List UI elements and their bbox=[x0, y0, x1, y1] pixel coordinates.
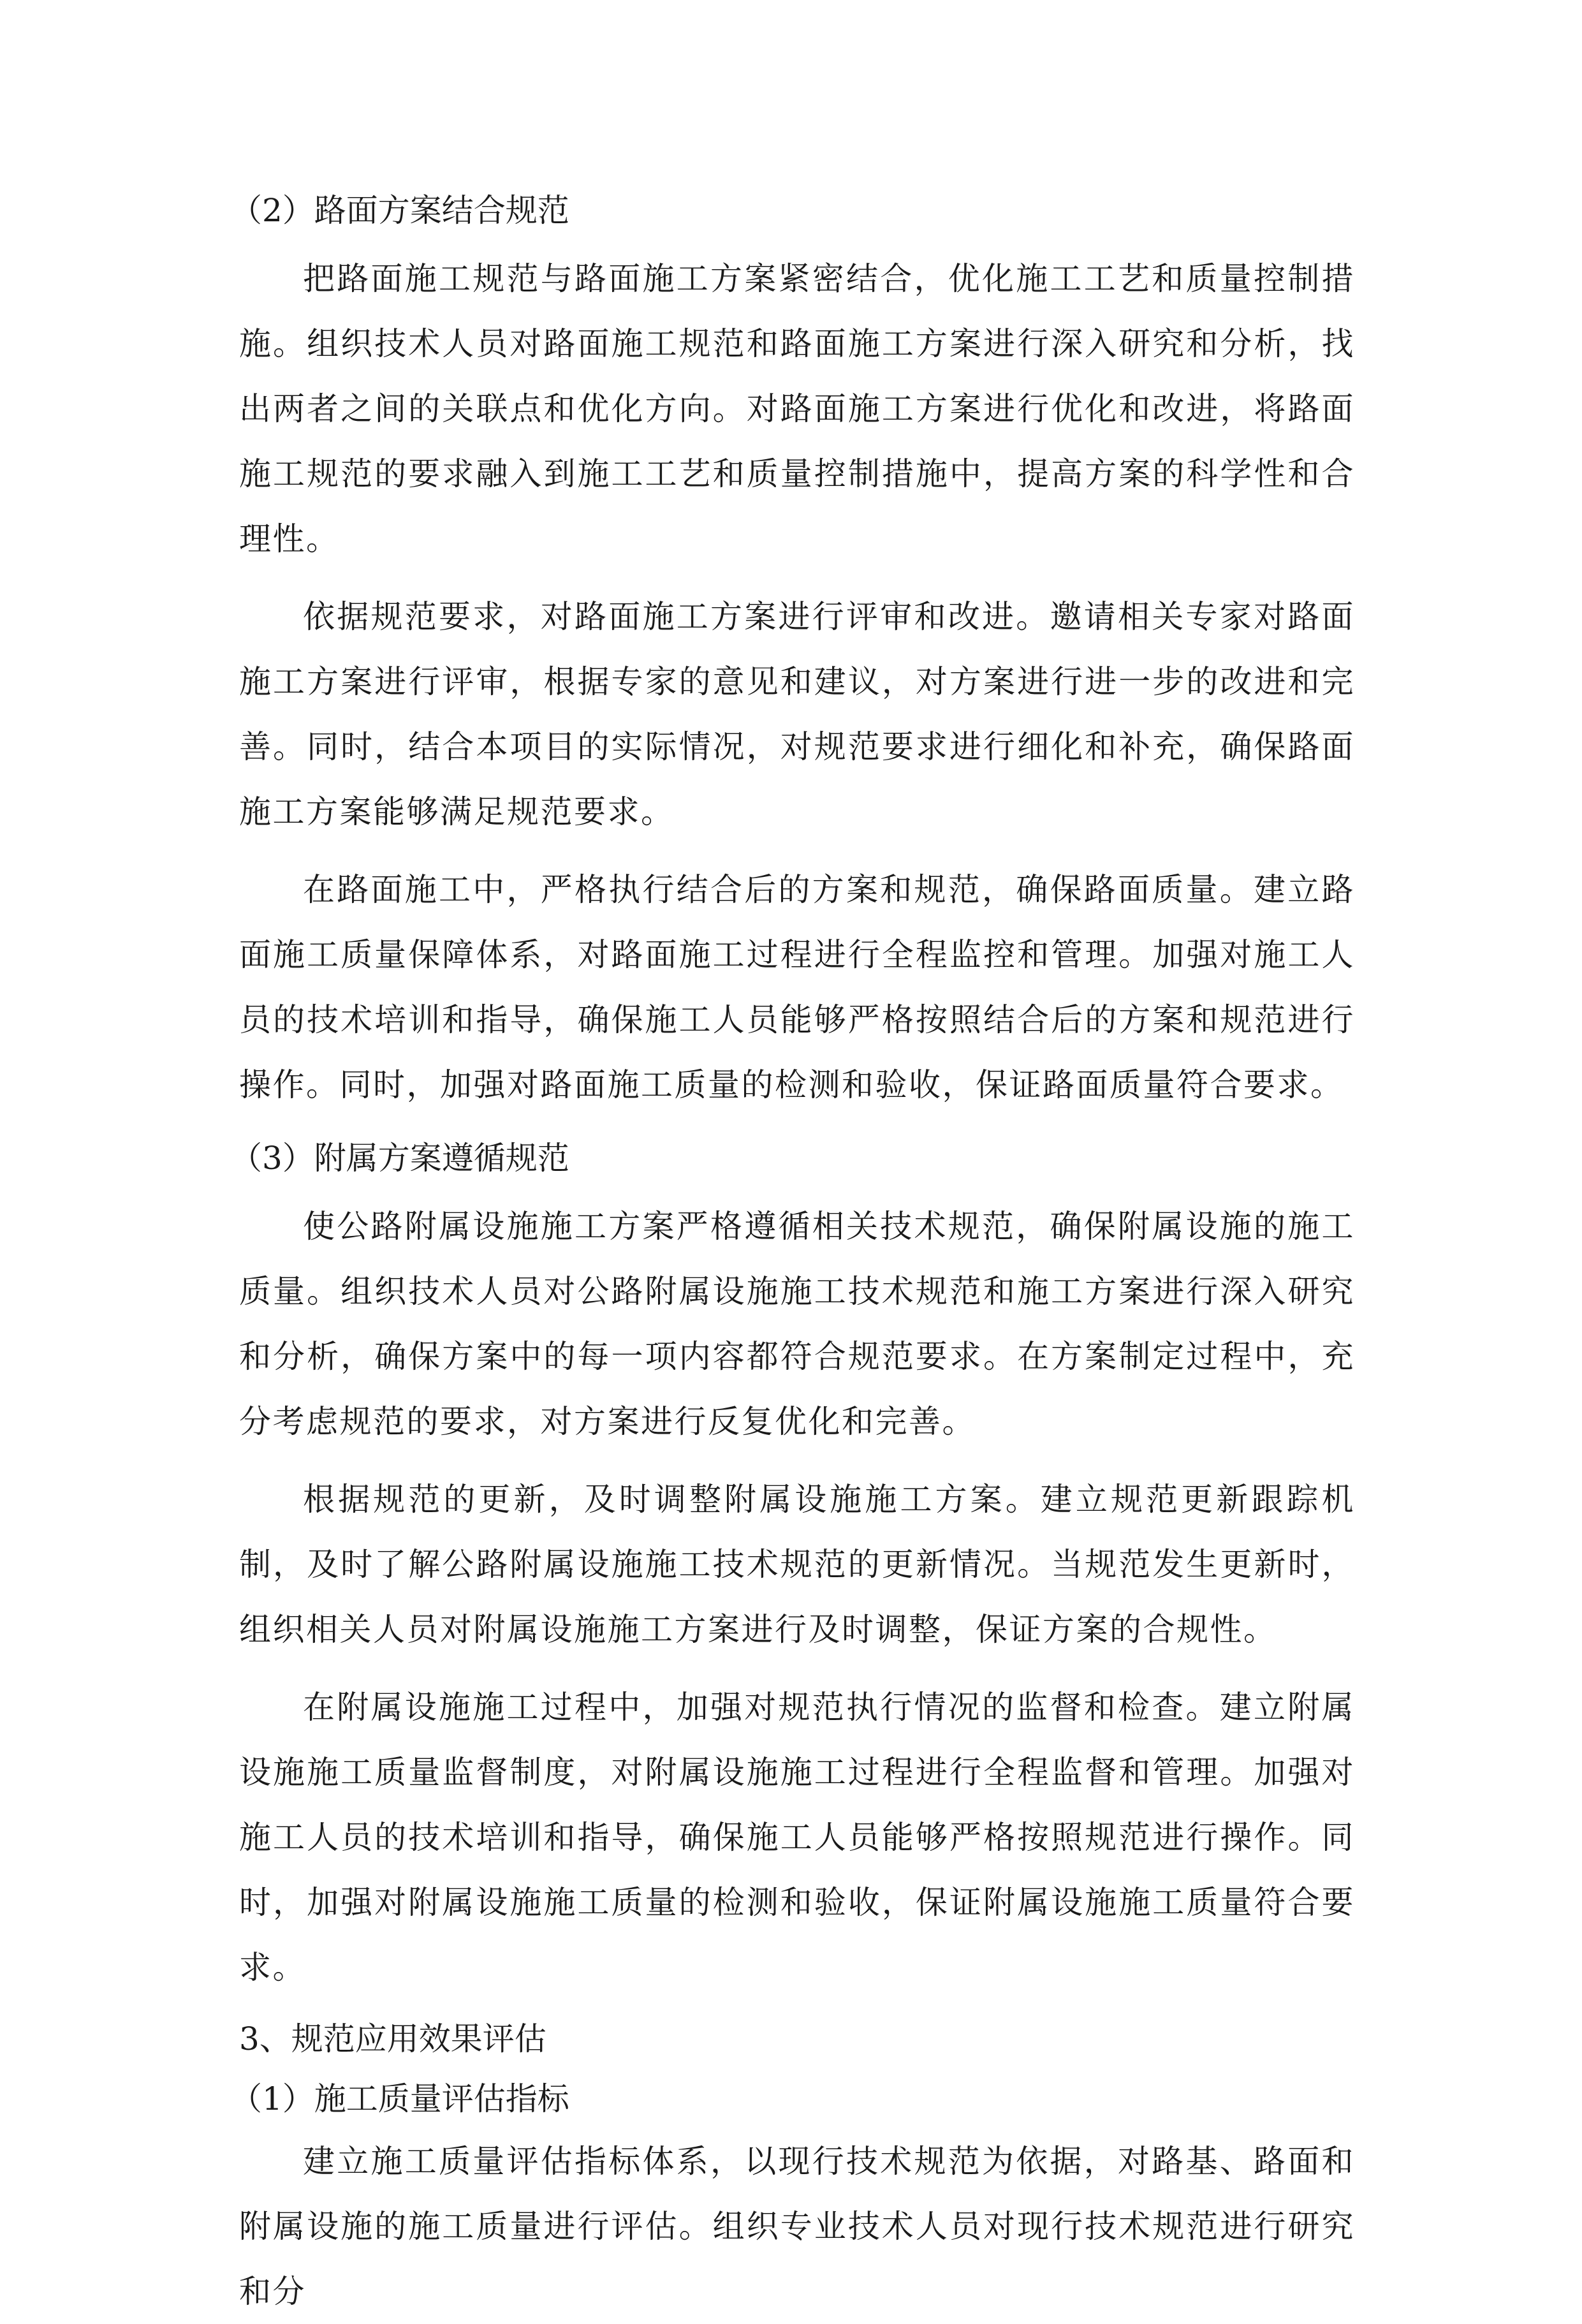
section-heading-road-surface: （2）路面方案结合规范 bbox=[230, 192, 569, 229]
paragraph: 依据规范要求，对路面施工方案进行评审和改进。邀请相关专家对路面施工方案进行评审，根据专家的意见和建议，对方案进行进一步的改进和完善。同时，结合本项目的实际情况，对规范要求进行细化和补充，确保路面施工方案能够满足规范要求。 bbox=[239, 598, 1355, 830]
section-heading-evaluation: 3、规范应用效果评估 bbox=[239, 2020, 546, 2057]
paragraph: 使公路附属设施施工方案严格遵循相关技术规范，确保附属设施的施工质量。组织技术人员对公路附属设施施工技术规范和施工方案进行深入研究和分析，确保方案中的每一项内容都符合规范要求。在方案制定过程中，充分考虑规范的要求，对方案进行反复优化和完善。 bbox=[239, 1208, 1355, 1440]
paragraph: 在附属设施施工过程中，加强对规范执行情况的监督和检查。建立附属设施施工质量监督制度，对附属设施施工过程进行全程监督和管理。加强对施工人员的技术培训和指导，确保施工人员能够严格按照规范进行操作。同时，加强对附属设施施工质量的检测和验收，保证附属设施施工质量符合要求。 bbox=[239, 1689, 1355, 1986]
paragraph: 把路面施工规范与路面施工方案紧密结合，优化施工工艺和质量控制措施。组织技术人员对路面施工规范和路面施工方案进行深入研究和分析，找出两者之间的关联点和优化方向。对路面施工方案进行优化和改进，将路面施工规范的要求融入到施工工艺和质量控制措施中，提高方案的科学性和合理性。 bbox=[239, 260, 1355, 557]
section-heading-auxiliary: （3）附属方案遵循规范 bbox=[230, 1140, 569, 1177]
paragraph: 根据规范的更新，及时调整附属设施施工方案。建立规范更新跟踪机制，及时了解公路附属设施施工技术规范的更新情况。当规范发生更新时，组织相关人员对附属设施施工方案进行及时调整，保证方案的合规性。 bbox=[239, 1481, 1355, 1648]
sub-heading-quality-indicators: （1）施工质量评估指标 bbox=[230, 2080, 569, 2117]
document-body bbox=[230, 179, 1355, 2324]
paragraph: 建立施工质量评估指标体系，以现行技术规范为依据，对路基、路面和附属设施的施工质量进行评估。组织专业技术人员对现行技术规范进行研究和分 bbox=[239, 2143, 1355, 2310]
paragraph: 在路面施工中，严格执行结合后的方案和规范，确保路面质量。建立路面施工质量保障体系，对路面施工过程进行全程监控和管理。加强对施工人员的技术培训和指导，确保施工人员能够严格按照结合后的方案和规范进行操作。同时，加强对路面施工质量的检测和验收，保证路面质量符合要求。 bbox=[239, 871, 1355, 1103]
